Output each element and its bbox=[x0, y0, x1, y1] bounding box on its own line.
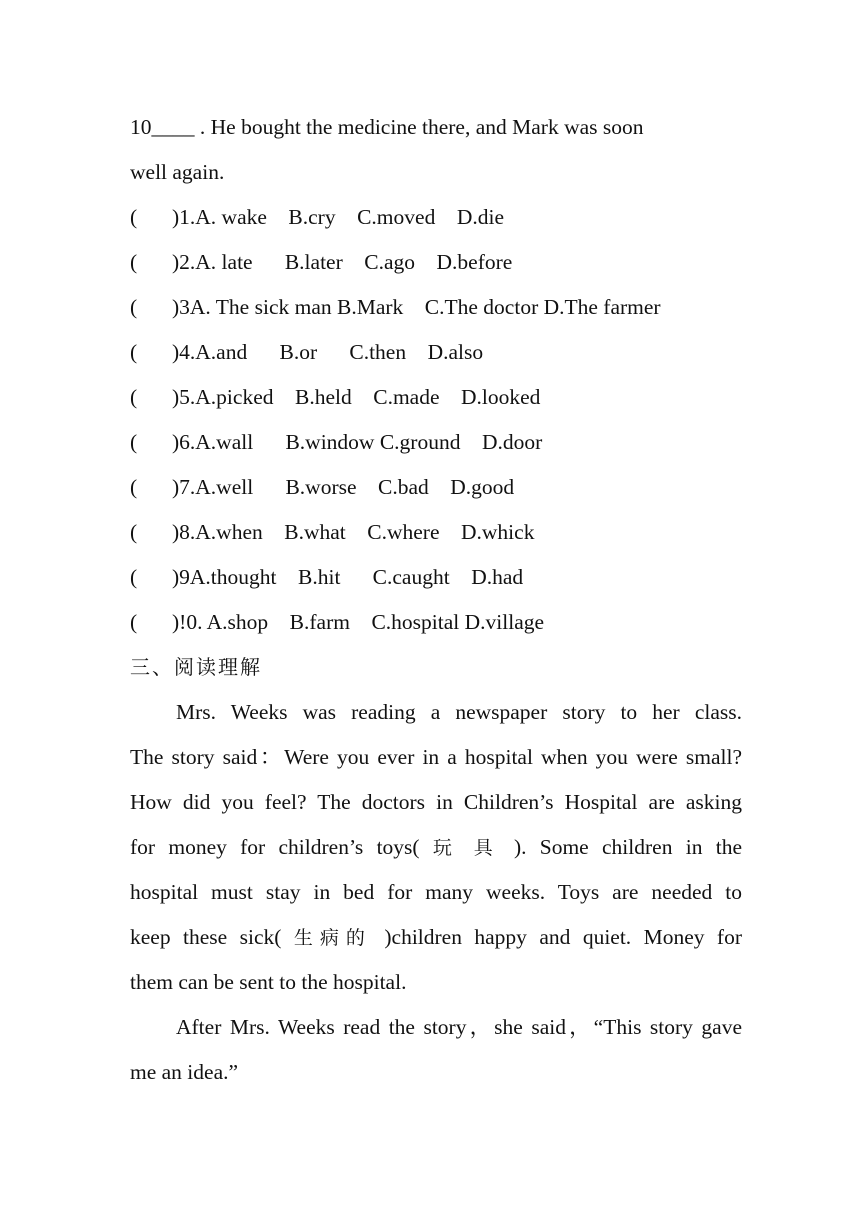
question-10-continuation-end: well again. bbox=[130, 160, 225, 184]
option-text: )7.A.well B.worse C.bad D.good bbox=[172, 475, 515, 499]
answer-blank[interactable]: ( bbox=[130, 430, 138, 454]
option-row-9 bbox=[130, 555, 742, 600]
option-row-4 bbox=[130, 330, 742, 375]
passage-text: )children happy and quiet. Money for bbox=[384, 925, 742, 949]
passage-line: me an idea.” bbox=[130, 1060, 239, 1084]
option-text: )3A. The sick man B.Mark C.The doctor D.The farmer bbox=[172, 295, 661, 319]
passage-line: The story said：Were you ever in a hospital when you were small? bbox=[130, 745, 742, 769]
question-10-continuation: 10____ . He bought the medicine there, and Mark was soon bbox=[130, 115, 644, 139]
passage-line bbox=[130, 915, 742, 960]
passage-line: After Mrs. Weeks read the story，she said，“This story gave bbox=[176, 1015, 742, 1039]
option-text: )1.A. wake B.cry C.moved D.die bbox=[172, 205, 504, 229]
option-text: )8.A.when B.what C.where D.whick bbox=[172, 520, 535, 544]
passage-line bbox=[130, 825, 742, 870]
passage-line: them can be sent to the hospital. bbox=[130, 970, 407, 994]
answer-blank[interactable]: ( bbox=[130, 520, 138, 544]
option-text: )2.A. late B.later C.ago D.before bbox=[172, 250, 513, 274]
passage-line: How did you feel? The doctors in Children’s Hospital are asking bbox=[130, 790, 742, 814]
answer-blank[interactable]: ( bbox=[130, 205, 138, 229]
option-text: )6.A.wall B.window C.ground D.door bbox=[172, 430, 543, 454]
document-page bbox=[130, 105, 742, 1095]
option-row-1 bbox=[130, 195, 742, 240]
option-text: )!0. A.shop B.farm C.hospital D.village bbox=[172, 610, 545, 634]
reading-passage bbox=[130, 690, 742, 1095]
option-row-2 bbox=[130, 240, 742, 285]
answer-blank[interactable]: ( bbox=[130, 385, 138, 409]
answer-blank[interactable]: ( bbox=[130, 565, 138, 589]
answer-blank[interactable]: ( bbox=[130, 250, 138, 274]
option-row-6 bbox=[130, 420, 742, 465]
option-row-7 bbox=[130, 465, 742, 510]
passage-text: keep these sick( bbox=[130, 925, 282, 949]
passage-line: Mrs. Weeks was reading a newspaper story to her class. bbox=[176, 700, 742, 724]
option-row-3 bbox=[130, 285, 742, 330]
answer-blank[interactable]: ( bbox=[130, 295, 138, 319]
answer-blank[interactable]: ( bbox=[130, 610, 138, 634]
option-row-10 bbox=[130, 600, 742, 645]
chinese-gloss: 生病的 bbox=[293, 927, 372, 949]
passage-text: for money for children’s toys( bbox=[130, 835, 420, 859]
option-text: )5.A.picked B.held C.made D.looked bbox=[172, 385, 541, 409]
cloze-options-list bbox=[130, 195, 742, 645]
option-row-8 bbox=[130, 510, 742, 555]
answer-blank[interactable]: ( bbox=[130, 340, 138, 364]
passage-text: ). Some children in the bbox=[513, 835, 743, 859]
chinese-gloss: 玩 具 bbox=[432, 837, 501, 859]
option-text: )4.A.and B.or C.then D.also bbox=[172, 340, 484, 364]
passage-line: hospital must stay in bed for many weeks. Toys are needed to bbox=[130, 880, 742, 904]
section-heading: 三、阅读理解 bbox=[130, 655, 262, 679]
option-text: )9A.thought B.hit C.caught D.had bbox=[172, 565, 524, 589]
option-row-5 bbox=[130, 375, 742, 420]
answer-blank[interactable]: ( bbox=[130, 475, 138, 499]
